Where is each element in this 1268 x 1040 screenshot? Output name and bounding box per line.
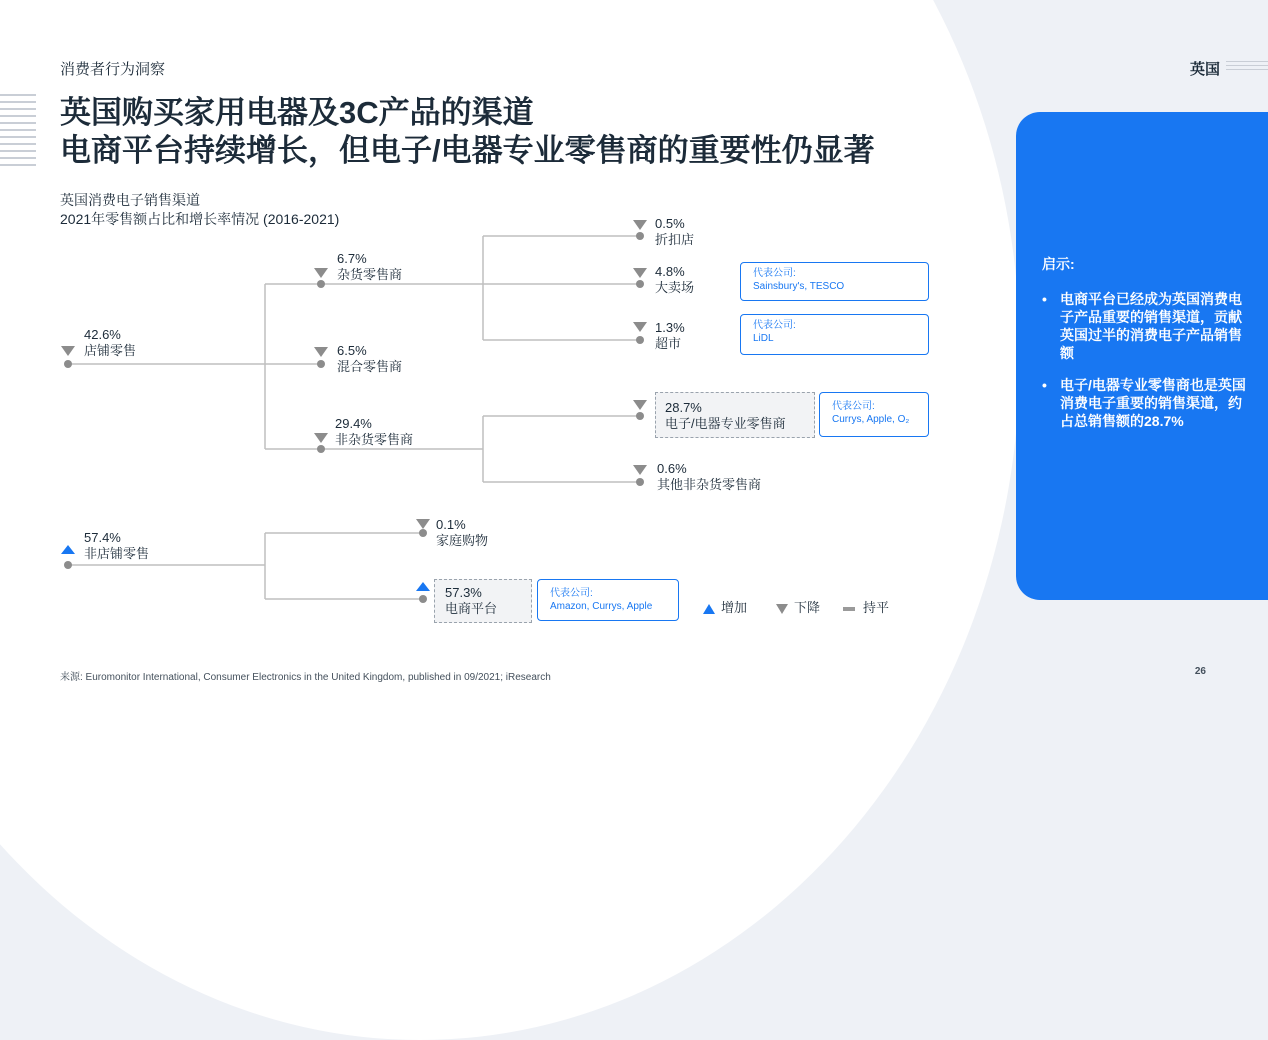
node-homeshop — [436, 517, 488, 549]
node-homeshop-value: 0.1% — [436, 517, 466, 532]
company-electronics-label: 代表公司: — [832, 401, 875, 412]
insight-item: • 电子/电器专业零售商也是英国消费电子重要的销售渠道，约占总销售额的28.7% — [1042, 376, 1252, 430]
node-store-label: 店铺零售 — [84, 343, 137, 358]
insights-list — [1042, 290, 1252, 444]
legend-flat-label: 持平 — [863, 600, 890, 615]
legend-down — [776, 597, 820, 616]
node-supermarket-value: 1.3% — [655, 320, 685, 335]
node-homeshop-label: 家庭购物 — [436, 533, 489, 548]
legend-flat — [843, 597, 889, 616]
node-nongrocery-value: 29.4% — [335, 416, 372, 431]
node-hypermarket-label: 大卖场 — [655, 280, 695, 295]
chart-title-line-1: 英国消费电子销售渠道 — [60, 192, 200, 208]
node-nongrocery — [335, 416, 413, 448]
node-supermarket — [655, 320, 685, 352]
node-supermarket-label: 超市 — [655, 336, 682, 351]
flat-dash-icon — [843, 604, 855, 614]
up-triangle-icon — [703, 604, 715, 614]
insight-item: • 电商平台已经成为英国消费电子产品重要的销售渠道，贡献英国过半的消费电子产品销售额 — [1042, 290, 1252, 362]
legend-down-label: 下降 — [794, 600, 821, 615]
node-store-value: 42.6% — [84, 327, 121, 342]
legend-up-label: 增加 — [721, 600, 748, 615]
node-othernon — [657, 461, 761, 493]
node-grocery-value: 6.7% — [337, 251, 367, 266]
node-ecommerce-label: 电商平台 — [445, 601, 498, 616]
node-electronics-label: 电子/电器专业零售商 — [665, 416, 786, 431]
section-label: 消费者行为洞察 — [60, 61, 166, 78]
company-supermarket-names: LiDL — [753, 333, 774, 344]
title-line-1: 英国购买家用电器及3C产品的渠道 — [60, 95, 534, 130]
decorative-lines — [1226, 61, 1268, 73]
node-mixed-value: 6.5% — [337, 343, 367, 358]
node-electronics-value: 28.7% — [665, 400, 702, 415]
node-discount-label: 折扣店 — [655, 232, 695, 247]
node-othernon-value: 0.6% — [657, 461, 687, 476]
node-othernon-label: 其他非杂货零售商 — [657, 477, 762, 492]
insights-panel — [1016, 112, 1268, 600]
country-label: 英国 — [1189, 61, 1220, 78]
company-hypermarket-label: 代表公司: — [753, 268, 796, 279]
node-electronics — [665, 400, 786, 432]
legend-up — [703, 597, 747, 616]
node-nonstore-label: 非店铺零售 — [84, 546, 150, 561]
node-mixed-label: 混合零售商 — [337, 359, 403, 374]
node-store — [84, 327, 136, 359]
page-number: 26 — [1194, 666, 1206, 677]
title-line-2: 电商平台持续增长，但电子/电器专业零售商的重要性仍显著 — [60, 133, 875, 168]
company-box-ecommerce — [537, 579, 679, 621]
node-nonstore-value: 57.4% — [84, 530, 121, 545]
node-mixed — [337, 343, 402, 375]
chart-title-line-2: 2021年零售额占比和增长率情况 (2016-2021) — [60, 211, 340, 227]
node-hypermarket — [655, 264, 694, 296]
node-ecommerce — [445, 585, 497, 617]
node-discount — [655, 216, 694, 248]
node-grocery-label: 杂货零售商 — [337, 267, 403, 282]
node-ecommerce-value: 57.3% — [445, 585, 482, 600]
company-electronics-names: Currys, Apple, O₂ — [832, 414, 910, 425]
insights-heading: 启示: — [1042, 256, 1075, 272]
company-box-hypermarket — [740, 262, 929, 301]
node-hypermarket-value: 4.8% — [655, 264, 685, 279]
down-triangle-icon — [776, 604, 788, 614]
company-supermarket-label: 代表公司: — [753, 320, 796, 331]
company-ecommerce-names: Amazon, Currys, Apple — [550, 601, 653, 612]
node-nongrocery-label: 非杂货零售商 — [335, 432, 414, 447]
company-ecommerce-label: 代表公司: — [550, 588, 593, 599]
company-box-electronics — [819, 392, 929, 437]
source-note: 来源: Euromonitor International, Consumer Electronics in the United Kingdom, published in 09/2021; iResearch — [60, 672, 551, 683]
company-hypermarket-names: Sainsbury's, TESCO — [753, 281, 845, 292]
node-discount-value: 0.5% — [655, 216, 685, 231]
company-box-supermarket — [740, 314, 929, 355]
node-nonstore — [84, 530, 149, 562]
node-grocery — [337, 251, 402, 283]
